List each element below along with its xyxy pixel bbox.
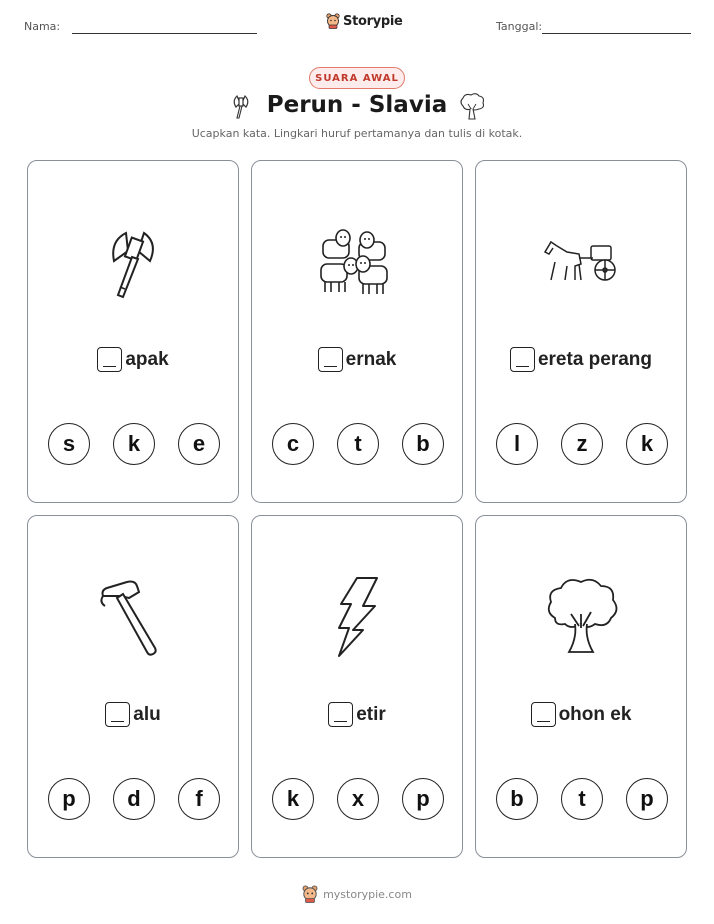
- letter-choice[interactable]: t: [337, 423, 379, 465]
- letter-choices: [272, 423, 444, 465]
- word-prompt: [476, 347, 686, 372]
- date-label: Tanggal:: [496, 20, 543, 33]
- axe-icon: [98, 221, 168, 301]
- word-card: [251, 160, 463, 503]
- footer-url[interactable]: mystorypie.com: [323, 887, 412, 901]
- word-ending: ernak: [345, 348, 397, 370]
- letter-choice[interactable]: p: [402, 778, 444, 820]
- page-title: Perun - Slavia: [266, 92, 448, 118]
- letter-choice[interactable]: s: [48, 423, 90, 465]
- answer-box[interactable]: [105, 702, 130, 727]
- letter-choices: [272, 778, 444, 820]
- instructions: Ucapkan kata. Lingkari huruf pertamanya dan tulis di kotak.: [191, 127, 523, 140]
- word-ending: alu: [133, 703, 161, 725]
- word-ending: etir: [356, 703, 386, 725]
- word-ending: apak: [125, 348, 169, 370]
- answer-box[interactable]: [97, 347, 122, 372]
- letter-choices: [48, 423, 220, 465]
- word-card: [27, 160, 239, 503]
- hammer-icon: [93, 574, 173, 658]
- tree-title-icon: [457, 92, 487, 122]
- letter-choice[interactable]: l: [496, 423, 538, 465]
- name-label: Nama:: [24, 20, 61, 33]
- letter-choice[interactable]: k: [272, 778, 314, 820]
- letter-choice[interactable]: z: [561, 423, 603, 465]
- word-prompt: [476, 702, 686, 727]
- footer: [0, 885, 714, 903]
- cattle-herd-icon: [315, 226, 399, 296]
- word-prompt: [252, 702, 462, 727]
- word-prompt: [28, 347, 238, 372]
- answer-box[interactable]: [318, 347, 343, 372]
- letter-choice[interactable]: f: [178, 778, 220, 820]
- letter-choice[interactable]: p: [626, 778, 668, 820]
- answer-box[interactable]: [531, 702, 556, 727]
- letter-choice[interactable]: e: [178, 423, 220, 465]
- word-prompt: [252, 347, 462, 372]
- word-ending: ereta perang: [537, 348, 653, 370]
- storypie-mascot-icon: [302, 885, 318, 903]
- storypie-logo: [326, 13, 403, 29]
- letter-choice[interactable]: d: [113, 778, 155, 820]
- word-ending: ohon ek: [558, 703, 632, 725]
- letter-choice[interactable]: b: [402, 423, 444, 465]
- horse-chariot-icon: [541, 236, 621, 286]
- letter-choice[interactable]: t: [561, 778, 603, 820]
- word-card: [251, 515, 463, 858]
- word-card: [475, 515, 687, 858]
- storypie-mascot-icon: [326, 13, 340, 29]
- answer-box[interactable]: [328, 702, 353, 727]
- lightning-icon: [327, 574, 387, 658]
- logo-text: Storypie: [343, 13, 403, 29]
- word-card: [27, 515, 239, 858]
- letter-choices: [496, 423, 668, 465]
- name-line[interactable]: [72, 33, 257, 34]
- letter-choices: [496, 778, 668, 820]
- letter-choice[interactable]: k: [626, 423, 668, 465]
- category-badge: SUARA AWAL: [309, 67, 405, 89]
- letter-choices: [48, 778, 220, 820]
- letter-choice[interactable]: k: [113, 423, 155, 465]
- word-card: [475, 160, 687, 503]
- letter-choice[interactable]: p: [48, 778, 90, 820]
- word-prompt: [28, 702, 238, 727]
- date-line[interactable]: [542, 33, 691, 34]
- letter-choice[interactable]: b: [496, 778, 538, 820]
- letter-choice[interactable]: x: [337, 778, 379, 820]
- oak-tree-icon: [541, 574, 621, 658]
- answer-box[interactable]: [510, 347, 535, 372]
- letter-choice[interactable]: c: [272, 423, 314, 465]
